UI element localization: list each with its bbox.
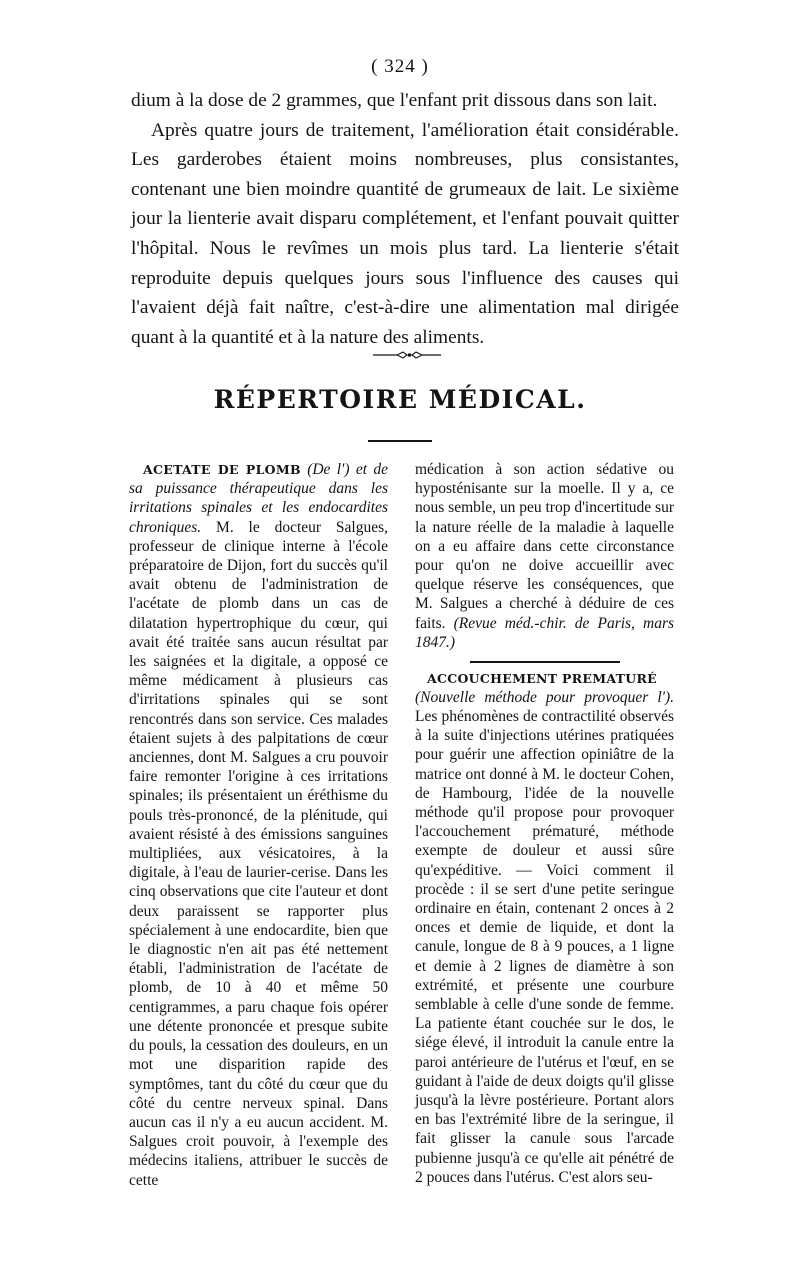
left-column (129, 460, 388, 1190)
article-body: M. le docteur Salgues, professeur de clinique interne à l'école préparatoire de Dijon, fort du succès qu'il avait obtenu de l'administration de l'acétate de plomb dans un cas de dilatation hypertrophique du cœur, qui avait été traitée sans aucun résultat par les saignées et la digitale, a opposé ce même médicament à plusieurs cas d'irritations spinales qui se sont rencontrés dans son service. Ces malades étaient sujets à des palpitations de cœur anciennes, dont M. Salgues a cru pouvoir faire remonter l'origine à ces irritations spinales; ils présentaient un éréthisme du pouls très-prononcé, de la plénitude, qui avaient résisté à des émissions sanguines multipliées, aux vésicatoires, à la digitale, à l'eau de laurier-cerise. Dans les cinq observations que cite l'auteur et dont deux paraissent se rapporter plus spécialement à une endocardite, bien que le diagnostic n'en ait pas été nettement établi, l'administration de l'acétate de plomb, de 10 à 40 et même 50 centigrammes, a paru chaque fois opérer une détente prononcée et presque subite du pouls, la cessation des douleurs, en un mot une disparition rapide des symptômes, tant du côté du cœur que du côté du centre nerveux spinal. Dans aucun cas il n'y a eu aucun accident. M. Salgues croit pouvoir, à l'exemple des médecins italiens, attribuer le succès de cette (129, 518, 389, 1189)
intro-paragraph-2: Après quatre jours de traitement, l'amélioration était considérable. Les garderobes étaient moins nombreuses, plus consistantes, contenant une bien moindre quantité de grumeaux de lait. Le sixième jour la lienterie avait disparu complétement, et l'enfant pouvait quitter l'hôpital. Nous le revîmes un mois plus tard. La lienterie s'était reproduite depuis quelques jours sous l'influence des causes qui l'avaient déjà fait naître, c'est-à-dire une alimentation mal dirigée quant à la quantité et à la nature des aliments. (131, 119, 679, 348)
article-title: ACCOUCHEMENT PREMATURÉ (427, 670, 658, 686)
article-acetate-de-plomb (129, 460, 388, 1190)
article-body: Les phénomènes de contractilité observés à la suite d'injections utérines pratiquées pour guérir une affection opiniâtre de la matrice ont donné à M. le docteur Cohen, de Hambourg, l'idée de la nouvelle méthode qu'il propose pour provoquer l'accouchement prématuré, méthode exempte de douleur et aussi sûre qu'expéditive. — Voici comment il procède : il se sert d'une petite seringue ordinaire en étain, contenant 2 onces à 2 onces et demie de liquide, et dont la canule, longue de 8 à 9 pouces, a 1 ligne et demie à 2 lignes de diamètre à son extrémité, et présente une courbure semblable à celle d'une sonde de femme. La patiente étant couchée sur le dos, le siége élevé, il introduit la canule entre la paroi antérieure de l'utérus et l'œuf, en se guidant à l'aide de deux doigts qu'il glisse jusqu'à la lèvre postérieure. Portant alors en bas l'extrémité libre de la seringue, il fait glisser la canule sous l'arcade pubienne jusqu'à ce qu'elle ait pénétré de 2 pouces dans l'utérus. C'est alors seu- (415, 707, 674, 1186)
article-accouchement-premature (415, 669, 674, 1187)
article-subtitle: (Nouvelle méthode pour provoquer l'). (415, 688, 674, 706)
article-title: ACETATE DE PLOMB (143, 462, 301, 477)
right-column (415, 460, 674, 1187)
article-citation: (Revue méd.-chir. de Paris, mars 1847.) (415, 614, 675, 651)
article-body-continued: médication à son action sédative ou hyposténisante sur la moelle. Il y a, ce nous semble, un peu trop d'incertitude sur la nature réelle de la maladie à laquelle on a eu affaire dans cette circonstance pour qu'on ne doive accueillir avec quelque réserve les conséquences, que M. Salgues a cherché à déduire de ces faits. (415, 461, 674, 632)
heading-rule (368, 440, 432, 442)
article-continuation (415, 460, 674, 652)
ornament-divider (373, 351, 441, 359)
intro-text (131, 86, 679, 352)
section-heading: RÉPERTOIRE MÉDICAL. (213, 385, 587, 414)
article-subtitle: (De l') et de sa puissance thérapeutique dans les irritations spinales et les endocardites chroniques. (129, 461, 388, 536)
intro-paragraph-1: dium à la dose de 2 grammes, que l'enfant prit dissous dans son lait. (131, 90, 658, 111)
page-number: ( 324 ) (371, 56, 429, 77)
article-separator-rule (470, 661, 620, 663)
